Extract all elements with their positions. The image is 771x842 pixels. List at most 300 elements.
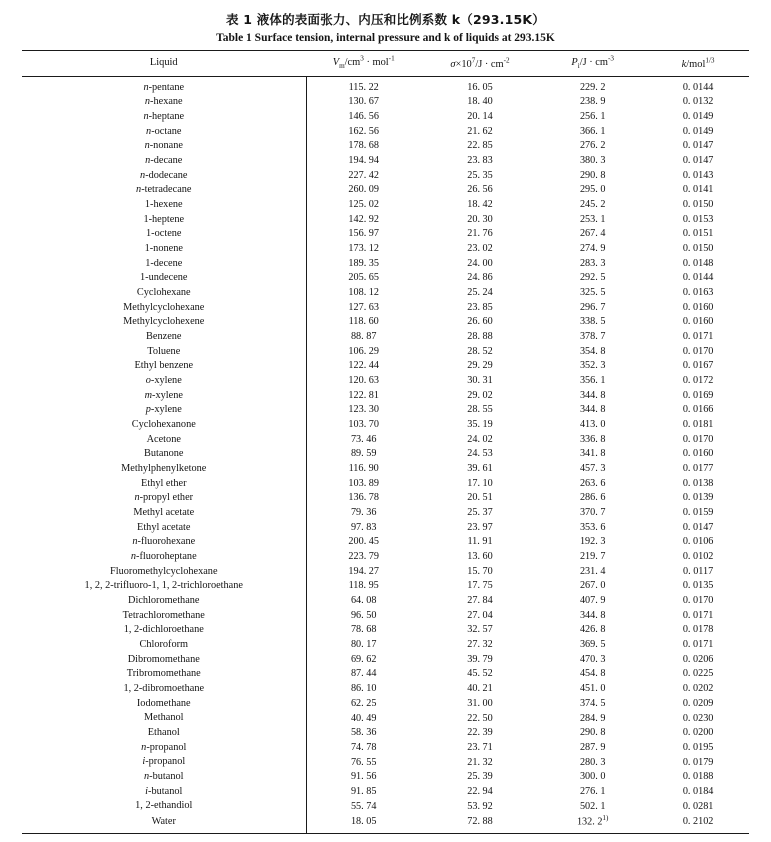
- cell-liquid-name: 1-heptene: [143, 213, 185, 225]
- table-row: [22, 564, 749, 579]
- cell-molar-volume: 116. 90: [348, 463, 379, 475]
- cell-k-value: 0. 0209: [682, 697, 714, 709]
- cell-k-value: 0. 0117: [683, 565, 714, 577]
- cell-internal-pressure: 229. 2: [579, 81, 606, 93]
- cell-molar-volume: 122. 81: [348, 389, 379, 401]
- cell-internal-pressure: 219. 7: [579, 551, 606, 563]
- table-row: [22, 109, 749, 124]
- cell-internal-pressure: 354. 8: [579, 345, 606, 357]
- cell-molar-volume: 96. 50: [350, 609, 377, 621]
- cell-liquid-name: Fluoromethylcyclohexane: [110, 565, 218, 577]
- table-row: [22, 153, 749, 168]
- table-row: [22, 550, 749, 565]
- cell-molar-volume: 162. 56: [348, 125, 379, 137]
- table-row: [22, 212, 749, 227]
- table-row: [22, 579, 749, 594]
- cell-k-value: 0. 0184: [682, 785, 714, 797]
- cell-internal-pressure: 374. 5: [579, 697, 606, 709]
- cell-liquid-name: n-tetradecane: [136, 184, 192, 196]
- table-row: [22, 696, 749, 711]
- cell-k-value: 0. 0200: [682, 727, 714, 739]
- table-row: [22, 227, 749, 242]
- liquids-properties-table: [22, 50, 749, 833]
- cell-liquid-name: n-fluoroheptane: [130, 551, 197, 563]
- cell-internal-pressure: 267. 4: [579, 228, 606, 240]
- cell-molar-volume: 79. 36: [350, 507, 377, 519]
- cell-k-value: 0. 0147: [682, 140, 714, 152]
- column-header-internal-pressure: $P_i/J \cdot cm^{-3}$: [538, 51, 647, 77]
- cell-surface-tension: 23. 97: [467, 521, 493, 533]
- cell-liquid-name: Ethyl ether: [141, 477, 187, 489]
- cell-liquid-name: Tribromomethane: [126, 668, 201, 680]
- cell-surface-tension: 20. 51: [467, 492, 493, 504]
- cell-molar-volume: 64. 08: [350, 595, 377, 607]
- table-row: [22, 168, 749, 183]
- cell-surface-tension: 40. 21: [467, 683, 493, 695]
- cell-k-value: 0. 0181: [682, 419, 714, 431]
- cell-liquid-name: n-octane: [146, 125, 182, 137]
- cell-surface-tension: 21. 62: [467, 125, 493, 137]
- cell-k-value: 0. 0167: [682, 360, 714, 372]
- table-row: [22, 329, 749, 344]
- cell-surface-tension: 45. 52: [467, 668, 493, 680]
- cell-k-value: 0. 0147: [682, 154, 714, 166]
- cell-k-value: 0. 0138: [682, 477, 714, 489]
- cell-k-value: 0. 0139: [682, 492, 714, 504]
- cell-internal-pressure: 263. 6: [579, 477, 606, 489]
- cell-liquid-name: m-xylene: [144, 389, 183, 401]
- cell-molar-volume: 115. 22: [348, 81, 379, 93]
- cell-surface-tension: 18. 42: [467, 198, 493, 210]
- cell-surface-tension: 23. 71: [467, 741, 493, 753]
- cell-k-value: 0. 0141: [682, 184, 714, 196]
- cell-surface-tension: 24. 00: [467, 257, 493, 269]
- cell-internal-pressure: 276. 2: [579, 140, 606, 152]
- cell-surface-tension: 28. 55: [467, 404, 493, 416]
- cell-molar-volume: 62. 25: [350, 697, 377, 709]
- cell-molar-volume: 103. 70: [348, 419, 379, 431]
- cell-k-value: 0. 0171: [682, 639, 714, 651]
- cell-k-value: 0. 0230: [682, 712, 714, 724]
- table-row: [22, 271, 749, 286]
- table-row: [22, 344, 749, 359]
- cell-molar-volume: 55. 74: [350, 800, 377, 812]
- cell-surface-tension: 29. 29: [467, 360, 493, 372]
- cell-molar-volume: 142. 92: [348, 213, 379, 225]
- cell-internal-pressure: 296. 7: [579, 301, 606, 313]
- cell-k-value: 0. 2102: [682, 815, 714, 827]
- cell-internal-pressure: 344. 8: [579, 389, 606, 401]
- table-row: [22, 403, 749, 418]
- table-row: [22, 814, 749, 833]
- cell-molar-volume: 76. 55: [350, 756, 377, 768]
- cell-internal-pressure: 344. 8: [579, 404, 606, 416]
- cell-k-value: 0. 0160: [682, 448, 714, 460]
- cell-k-value: 0. 0149: [682, 110, 714, 122]
- cell-liquid-name: Dichloromethane: [128, 595, 200, 607]
- cell-internal-pressure: 276. 1: [579, 785, 606, 797]
- cell-k-value: 0. 0206: [682, 653, 714, 665]
- table-row: [22, 315, 749, 330]
- cell-surface-tension: 23. 85: [467, 301, 493, 313]
- cell-molar-volume: 260. 09: [348, 184, 379, 196]
- cell-k-value: 0. 0151: [682, 228, 714, 240]
- table-row: [22, 359, 749, 374]
- cell-surface-tension: 22. 50: [467, 712, 493, 724]
- cell-internal-pressure: 245. 2: [579, 198, 606, 210]
- cell-internal-pressure: 287. 9: [579, 741, 606, 753]
- cell-internal-pressure: 283. 3: [579, 257, 606, 269]
- cell-internal-pressure: 454. 8: [579, 668, 606, 680]
- cell-molar-volume: 178. 68: [348, 140, 379, 152]
- table-title-chinese: 表 1 液体的表面张力、内压和比例系数 k（293.15K）: [226, 12, 545, 27]
- cell-k-value: 0. 0144: [682, 272, 714, 284]
- cell-internal-pressure: 325. 5: [579, 287, 606, 299]
- cell-k-value: 0. 0179: [682, 756, 714, 768]
- cell-liquid-name: Tetrachloromethane: [122, 609, 205, 621]
- cell-liquid-name: Acetone: [146, 433, 181, 445]
- cell-surface-tension: 24. 86: [467, 272, 493, 284]
- cell-liquid-name: 1, 2-dibromoethane: [123, 683, 205, 695]
- cell-liquid-name: n-nonane: [144, 140, 183, 152]
- cell-surface-tension: 26. 56: [467, 184, 493, 196]
- cell-k-value: 0. 0159: [682, 507, 714, 519]
- table-row: [22, 520, 749, 535]
- table-row: [22, 638, 749, 653]
- cell-liquid-name: 1-hexene: [144, 198, 183, 210]
- cell-molar-volume: 146. 56: [348, 110, 379, 122]
- cell-surface-tension: 28. 52: [467, 345, 493, 357]
- cell-liquid-name: n-pentane: [143, 81, 185, 93]
- cell-surface-tension: 13. 60: [467, 551, 493, 563]
- cell-k-value: 0. 0102: [682, 551, 714, 563]
- cell-liquid-name: n-butanol: [144, 771, 184, 783]
- cell-internal-pressure: 300. 0: [579, 771, 606, 783]
- cell-k-value: 0. 0150: [682, 198, 714, 210]
- cell-k-value: 0. 0166: [682, 404, 714, 416]
- cell-molar-volume: 125. 02: [348, 198, 379, 210]
- cell-liquid-name: n-fluorohexane: [132, 536, 196, 548]
- cell-molar-volume: 103. 89: [348, 477, 379, 489]
- cell-surface-tension: 30. 31: [467, 375, 493, 387]
- cell-internal-pressure: 451. 0: [579, 683, 606, 695]
- cell-k-value: 0. 0147: [682, 521, 714, 533]
- cell-k-value: 0. 0188: [682, 771, 714, 783]
- cell-surface-tension: 53. 92: [467, 800, 493, 812]
- cell-surface-tension: 21. 32: [467, 756, 493, 768]
- cell-liquid-name: Methyl acetate: [133, 507, 195, 519]
- cell-k-value: 0. 0149: [682, 125, 714, 137]
- cell-molar-volume: 86. 10: [350, 683, 377, 695]
- cell-liquid-name: 1, 2, 2-trifluoro-1, 1, 2-trichloroethane: [84, 580, 243, 592]
- cell-molar-volume: 120. 63: [348, 375, 379, 387]
- cell-k-value: 0. 0171: [682, 609, 714, 621]
- cell-k-value: 0. 0170: [682, 595, 714, 607]
- table-container: [22, 50, 749, 833]
- cell-liquid-name: i-butanol: [145, 785, 183, 797]
- cell-molar-volume: 69. 62: [350, 653, 377, 665]
- table-row: [22, 711, 749, 726]
- cell-liquid-name: Butanone: [144, 448, 184, 460]
- cell-internal-pressure: 256. 1: [579, 110, 606, 122]
- table-row: [22, 726, 749, 741]
- cell-k-value: 0. 0148: [682, 257, 714, 269]
- cell-internal-pressure: 356. 1: [579, 375, 606, 387]
- table-row: [22, 770, 749, 785]
- cell-molar-volume: 87. 44: [350, 668, 377, 680]
- cell-surface-tension: 24. 53: [467, 448, 493, 460]
- cell-k-value: 0. 0177: [682, 463, 714, 475]
- cell-surface-tension: 25. 37: [467, 507, 493, 519]
- cell-surface-tension: 21. 76: [467, 228, 493, 240]
- cell-k-value: 0. 0150: [682, 243, 714, 254]
- cell-k-value: 0. 0153: [682, 213, 714, 225]
- table-row: [22, 740, 749, 755]
- table-row: [22, 256, 749, 271]
- cell-surface-tension: 39. 61: [467, 463, 493, 475]
- cell-internal-pressure: 295. 0: [579, 184, 606, 196]
- cell-surface-tension: 18. 40: [467, 96, 493, 108]
- cell-molar-volume: 189. 35: [348, 257, 379, 269]
- cell-liquid-name: Chloroform: [139, 639, 189, 651]
- cell-liquid-name: p-xylene: [145, 404, 182, 416]
- cell-liquid-name: o-xylene: [145, 374, 182, 386]
- cell-surface-tension: 15. 70: [467, 565, 493, 577]
- cell-liquid-name: Iodomethane: [136, 697, 191, 709]
- cell-molar-volume: 194. 27: [348, 565, 379, 577]
- cell-internal-pressure: 341. 8: [579, 448, 606, 460]
- cell-surface-tension: 22. 39: [467, 727, 493, 739]
- cell-liquid-name: Ethanol: [147, 727, 180, 739]
- cell-liquid-name: Ethyl acetate: [137, 521, 191, 533]
- cell-surface-tension: 23. 02: [467, 243, 493, 254]
- cell-k-value: 0. 0143: [682, 169, 714, 181]
- cell-liquid-name: Water: [151, 815, 176, 827]
- cell-internal-pressure: 338. 5: [579, 316, 606, 328]
- cell-internal-pressure: 502. 1: [579, 800, 606, 812]
- cell-internal-pressure: 280. 3: [579, 756, 606, 768]
- table-row: [22, 197, 749, 212]
- cell-liquid-name: 1-undecene: [140, 272, 188, 284]
- cell-k-value: 0. 0170: [682, 433, 714, 445]
- cell-molar-volume: 205. 65: [348, 272, 379, 284]
- cell-surface-tension: 20. 14: [467, 110, 493, 122]
- cell-surface-tension: 27. 32: [467, 639, 493, 651]
- cell-liquid-name: n-propanol: [141, 741, 187, 753]
- cell-molar-volume: 227. 42: [348, 169, 379, 181]
- cell-molar-volume: 122. 44: [348, 360, 379, 372]
- cell-surface-tension: 32. 57: [467, 624, 493, 636]
- cell-molar-volume: 130. 67: [348, 96, 379, 108]
- cell-molar-volume: 136. 78: [348, 492, 379, 504]
- cell-surface-tension: 17. 75: [467, 580, 493, 592]
- cell-liquid-name: 1-nonene: [144, 242, 183, 254]
- cell-surface-tension: 31. 00: [467, 697, 493, 709]
- cell-internal-pressure: 267. 0: [579, 580, 606, 592]
- table-row: [22, 300, 749, 315]
- cell-surface-tension: 25. 39: [467, 771, 493, 783]
- cell-k-value: 0. 0202: [682, 683, 714, 695]
- cell-liquid-name: Cyclohexanone: [131, 419, 196, 430]
- cell-k-value: 0. 0171: [682, 331, 714, 343]
- cell-liquid-name: 1, 2-dichloroethane: [123, 624, 204, 636]
- cell-surface-tension: 25. 35: [467, 169, 493, 181]
- table-row: [22, 682, 749, 697]
- cell-molar-volume: 118. 95: [348, 580, 379, 592]
- cell-liquid-name: Methylphenylketone: [121, 463, 207, 475]
- cell-liquid-name: Methanol: [144, 712, 184, 724]
- cell-molar-volume: 40. 49: [350, 712, 377, 724]
- table-row: [22, 124, 749, 139]
- cell-internal-pressure: 407. 9: [579, 595, 606, 607]
- cell-liquid-name: Methylcyclohexene: [123, 316, 205, 328]
- table-header-row: [22, 51, 749, 77]
- cell-molar-volume: 194. 94: [348, 154, 379, 166]
- cell-internal-pressure: 369. 5: [579, 639, 606, 651]
- cell-internal-pressure: 253. 1: [579, 213, 606, 225]
- cell-internal-pressure: 290. 8: [579, 169, 606, 181]
- table-body: [22, 76, 749, 833]
- cell-surface-tension: 26. 60: [467, 316, 493, 328]
- cell-internal-pressure: 274. 9: [579, 243, 606, 254]
- cell-surface-tension: 28. 88: [467, 331, 493, 343]
- cell-internal-pressure: 353. 6: [579, 521, 606, 533]
- cell-molar-volume: 18. 05: [350, 815, 377, 827]
- cell-surface-tension: 23. 83: [467, 154, 493, 166]
- cell-internal-pressure: 366. 1: [579, 125, 606, 137]
- cell-k-value: 0. 0178: [682, 624, 714, 636]
- table-row: [22, 432, 749, 447]
- cell-liquid-name: 1-decene: [145, 257, 183, 269]
- cell-k-value: 0. 0163: [682, 287, 714, 299]
- table-row: [22, 535, 749, 550]
- cell-liquid-name: n-dodecane: [140, 169, 188, 181]
- column-header-k: k/mol$^{1/3}$: [647, 51, 749, 77]
- cell-internal-pressure: 336. 8: [579, 433, 606, 445]
- column-header-molar-volume: $V_m/cm^3 \cdot mol^{-1}$: [306, 51, 422, 77]
- cell-surface-tension: 35. 19: [467, 419, 493, 431]
- cell-k-value: 0. 0225: [682, 668, 714, 680]
- cell-surface-tension: 27. 84: [467, 595, 493, 607]
- cell-internal-pressure: 231. 4: [579, 565, 606, 577]
- cell-molar-volume: 89. 59: [350, 448, 377, 460]
- cell-molar-volume: 58. 36: [350, 727, 377, 739]
- cell-molar-volume: 173. 12: [348, 243, 379, 254]
- cell-liquid-name: Toluene: [147, 345, 181, 357]
- cell-surface-tension: 22. 85: [467, 140, 493, 152]
- table-row: [22, 388, 749, 403]
- cell-liquid-name: Ethyl benzene: [134, 360, 194, 372]
- cell-k-value: 0. 0169: [682, 389, 714, 401]
- cell-internal-pressure: 292. 5: [579, 272, 606, 284]
- cell-molar-volume: 123. 30: [348, 404, 379, 416]
- cell-internal-pressure: 380. 3: [579, 154, 606, 166]
- table-row: [22, 241, 749, 256]
- table-row: [22, 447, 749, 462]
- cell-surface-tension: 17. 10: [467, 477, 493, 489]
- cell-molar-volume: 73. 46: [350, 433, 377, 445]
- cell-molar-volume: 80. 17: [350, 639, 377, 651]
- cell-internal-pressure: 470. 3: [579, 653, 606, 665]
- cell-k-value: 0. 0106: [682, 536, 714, 548]
- cell-molar-volume: 91. 85: [350, 785, 377, 797]
- cell-molar-volume: 118. 60: [348, 316, 379, 328]
- column-header-liquid: Liquid: [22, 51, 306, 77]
- column-header-surface-tension: $\sigma\times 10^7/J \cdot cm^{-2}$: [422, 51, 538, 77]
- cell-liquid-name: n-heptane: [143, 110, 185, 122]
- table-row: [22, 594, 749, 609]
- cell-molar-volume: 78. 68: [350, 624, 377, 636]
- cell-k-value: 0. 0160: [682, 316, 714, 328]
- cell-liquid-name: Benzene: [146, 330, 182, 342]
- cell-k-value: 0. 0172: [682, 375, 714, 387]
- table-row: [22, 505, 749, 520]
- table-bottom-rule: [22, 833, 749, 834]
- table-row: [22, 623, 749, 638]
- cell-surface-tension: 22. 94: [467, 785, 493, 797]
- cell-k-value: 0. 0132: [682, 96, 714, 108]
- cell-internal-pressure: 284. 9: [579, 712, 606, 724]
- cell-surface-tension: 27. 04: [467, 609, 493, 621]
- table-row: [22, 476, 749, 491]
- cell-internal-pressure: 413. 0: [579, 419, 606, 431]
- column-divider: [306, 76, 307, 833]
- cell-surface-tension: 20. 30: [467, 213, 493, 225]
- cell-internal-pressure: 344. 8: [579, 609, 606, 621]
- cell-internal-pressure: 192. 3: [579, 536, 606, 548]
- table-row: [22, 755, 749, 770]
- table-row: [22, 417, 749, 432]
- cell-molar-volume: 91. 56: [350, 771, 377, 783]
- cell-k-value: 0. 0195: [682, 741, 714, 753]
- table-row: [22, 608, 749, 623]
- cell-liquid-name: n-decane: [145, 154, 183, 166]
- cell-internal-pressure: 457. 3: [579, 463, 606, 475]
- table-row: [22, 285, 749, 300]
- cell-liquid-name: n-propyl ether: [134, 492, 194, 504]
- cell-k-value: 0. 0135: [682, 580, 714, 592]
- table-row: [22, 95, 749, 110]
- cell-liquid-name: Cyclohexane: [136, 286, 191, 298]
- table-row: [22, 183, 749, 198]
- cell-liquid-name: n-hexane: [144, 96, 183, 108]
- cell-liquid-name: 1, 2-ethandiol: [135, 800, 193, 812]
- cell-molar-volume: 223. 79: [348, 551, 379, 563]
- cell-internal-pressure: 370. 7: [579, 507, 606, 519]
- table-title-english: Table 1 Surface tension, internal pressure and k of liquids at 293.15K: [216, 32, 555, 44]
- table-row: [22, 784, 749, 799]
- cell-molar-volume: 156. 97: [348, 228, 379, 240]
- cell-internal-pressure: 286. 6: [579, 492, 606, 504]
- cell-surface-tension: 16. 05: [467, 81, 493, 93]
- cell-k-value: 0. 0160: [682, 301, 714, 313]
- cell-k-value: 0. 0281: [682, 800, 714, 812]
- cell-surface-tension: 72. 88: [467, 815, 493, 827]
- table-row: [22, 799, 749, 814]
- cell-molar-volume: 97. 83: [350, 521, 377, 533]
- table-row: [22, 491, 749, 506]
- cell-internal-pressure: 238. 9: [579, 96, 606, 108]
- table-row: [22, 373, 749, 388]
- cell-internal-pressure: 352. 3: [579, 360, 606, 372]
- cell-surface-tension: 25. 24: [467, 287, 493, 299]
- table-row: [22, 76, 749, 95]
- cell-molar-volume: 106. 29: [348, 345, 379, 357]
- table-row: [22, 652, 749, 667]
- table-row: [22, 461, 749, 476]
- cell-molar-volume: 200. 45: [348, 536, 379, 548]
- cell-internal-pressure: 132. 2$^{1)}$: [576, 814, 609, 828]
